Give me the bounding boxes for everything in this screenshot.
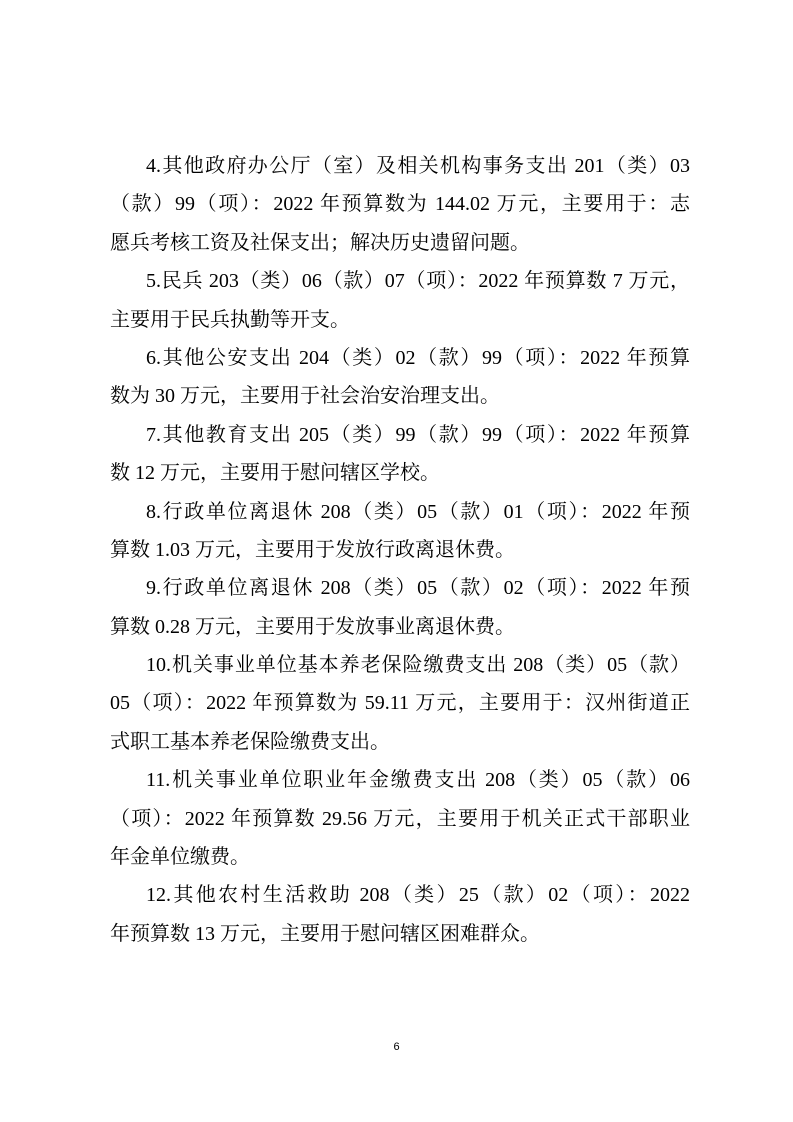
paragraph-line: 数 12 万元，主要用于慰问辖区学校。 bbox=[110, 462, 440, 485]
paragraph-line: 主要用于民兵执勤等开支。 bbox=[110, 308, 350, 331]
paragraph-line: 8.行政单位离退休 208（类）05（款）01（项）：2022 年预 bbox=[146, 500, 690, 523]
page-number: 6 bbox=[393, 1041, 400, 1053]
document-body bbox=[110, 147, 690, 953]
budget-item-paragraph bbox=[110, 493, 690, 570]
budget-item-paragraph bbox=[110, 569, 690, 646]
budget-item-paragraph bbox=[110, 262, 690, 339]
budget-item-paragraph bbox=[110, 416, 690, 493]
paragraph-line: 式职工基本养老保险缴费支出。 bbox=[110, 730, 390, 753]
paragraph-line: 4.其他政府办公厅（室）及相关机构事务支出 201（类）03 bbox=[146, 155, 690, 177]
paragraph-line: 年预算数 13 万元，主要用于慰问辖区困难群众。 bbox=[110, 922, 540, 945]
paragraph-line: 9.行政单位离退休 208（类）05（款）02（项）：2022 年预 bbox=[146, 577, 690, 600]
paragraph-line: 算数 1.03 万元，主要用于发放行政离退休费。 bbox=[110, 538, 515, 561]
paragraph-line: 算数 0.28 万元，主要用于发放事业离退休费。 bbox=[110, 615, 515, 638]
paragraph-line: 6.其他公安支出 204（类）02（款）99（项）：2022 年预算 bbox=[146, 346, 690, 369]
budget-item-paragraph bbox=[110, 339, 690, 416]
paragraph-line: 10.机关事业单位基本养老保险缴费支出 208（类）05（款） bbox=[146, 654, 690, 677]
paragraph-line: 5.民兵 203（类）06（款）07（项）：2022 年预算数 7 万元， bbox=[146, 270, 690, 293]
paragraph-line: 11.机关事业单位职业年金缴费支出 208（类）05（款）06 bbox=[146, 769, 690, 792]
budget-item-paragraph bbox=[110, 646, 690, 761]
paragraph-line: （款）99（项）：2022 年预算数为 144.02 万元，主要用于：志 bbox=[110, 193, 690, 216]
paragraph-line: （项）：2022 年预算数 29.56 万元，主要用于机关正式干部职业 bbox=[110, 807, 690, 830]
paragraph-line: 数为 30 万元，主要用于社会治安治理支出。 bbox=[110, 385, 500, 408]
paragraph-line: 年金单位缴费。 bbox=[110, 846, 250, 869]
paragraph-line: 愿兵考核工资及社保支出；解决历史遗留问题。 bbox=[110, 231, 530, 254]
paragraph-line: 05（项）：2022 年预算数为 59.11 万元，主要用于：汉州街道正 bbox=[110, 692, 690, 715]
paragraph-line: 12.其他农村生活救助 208（类）25（款）02（项）：2022 bbox=[146, 884, 690, 907]
budget-item-paragraph bbox=[110, 876, 690, 953]
budget-item-paragraph bbox=[110, 147, 690, 262]
budget-item-paragraph bbox=[110, 761, 690, 876]
paragraph-line: 7.其他教育支出 205（类）99（款）99（项）：2022 年预算 bbox=[146, 423, 690, 446]
